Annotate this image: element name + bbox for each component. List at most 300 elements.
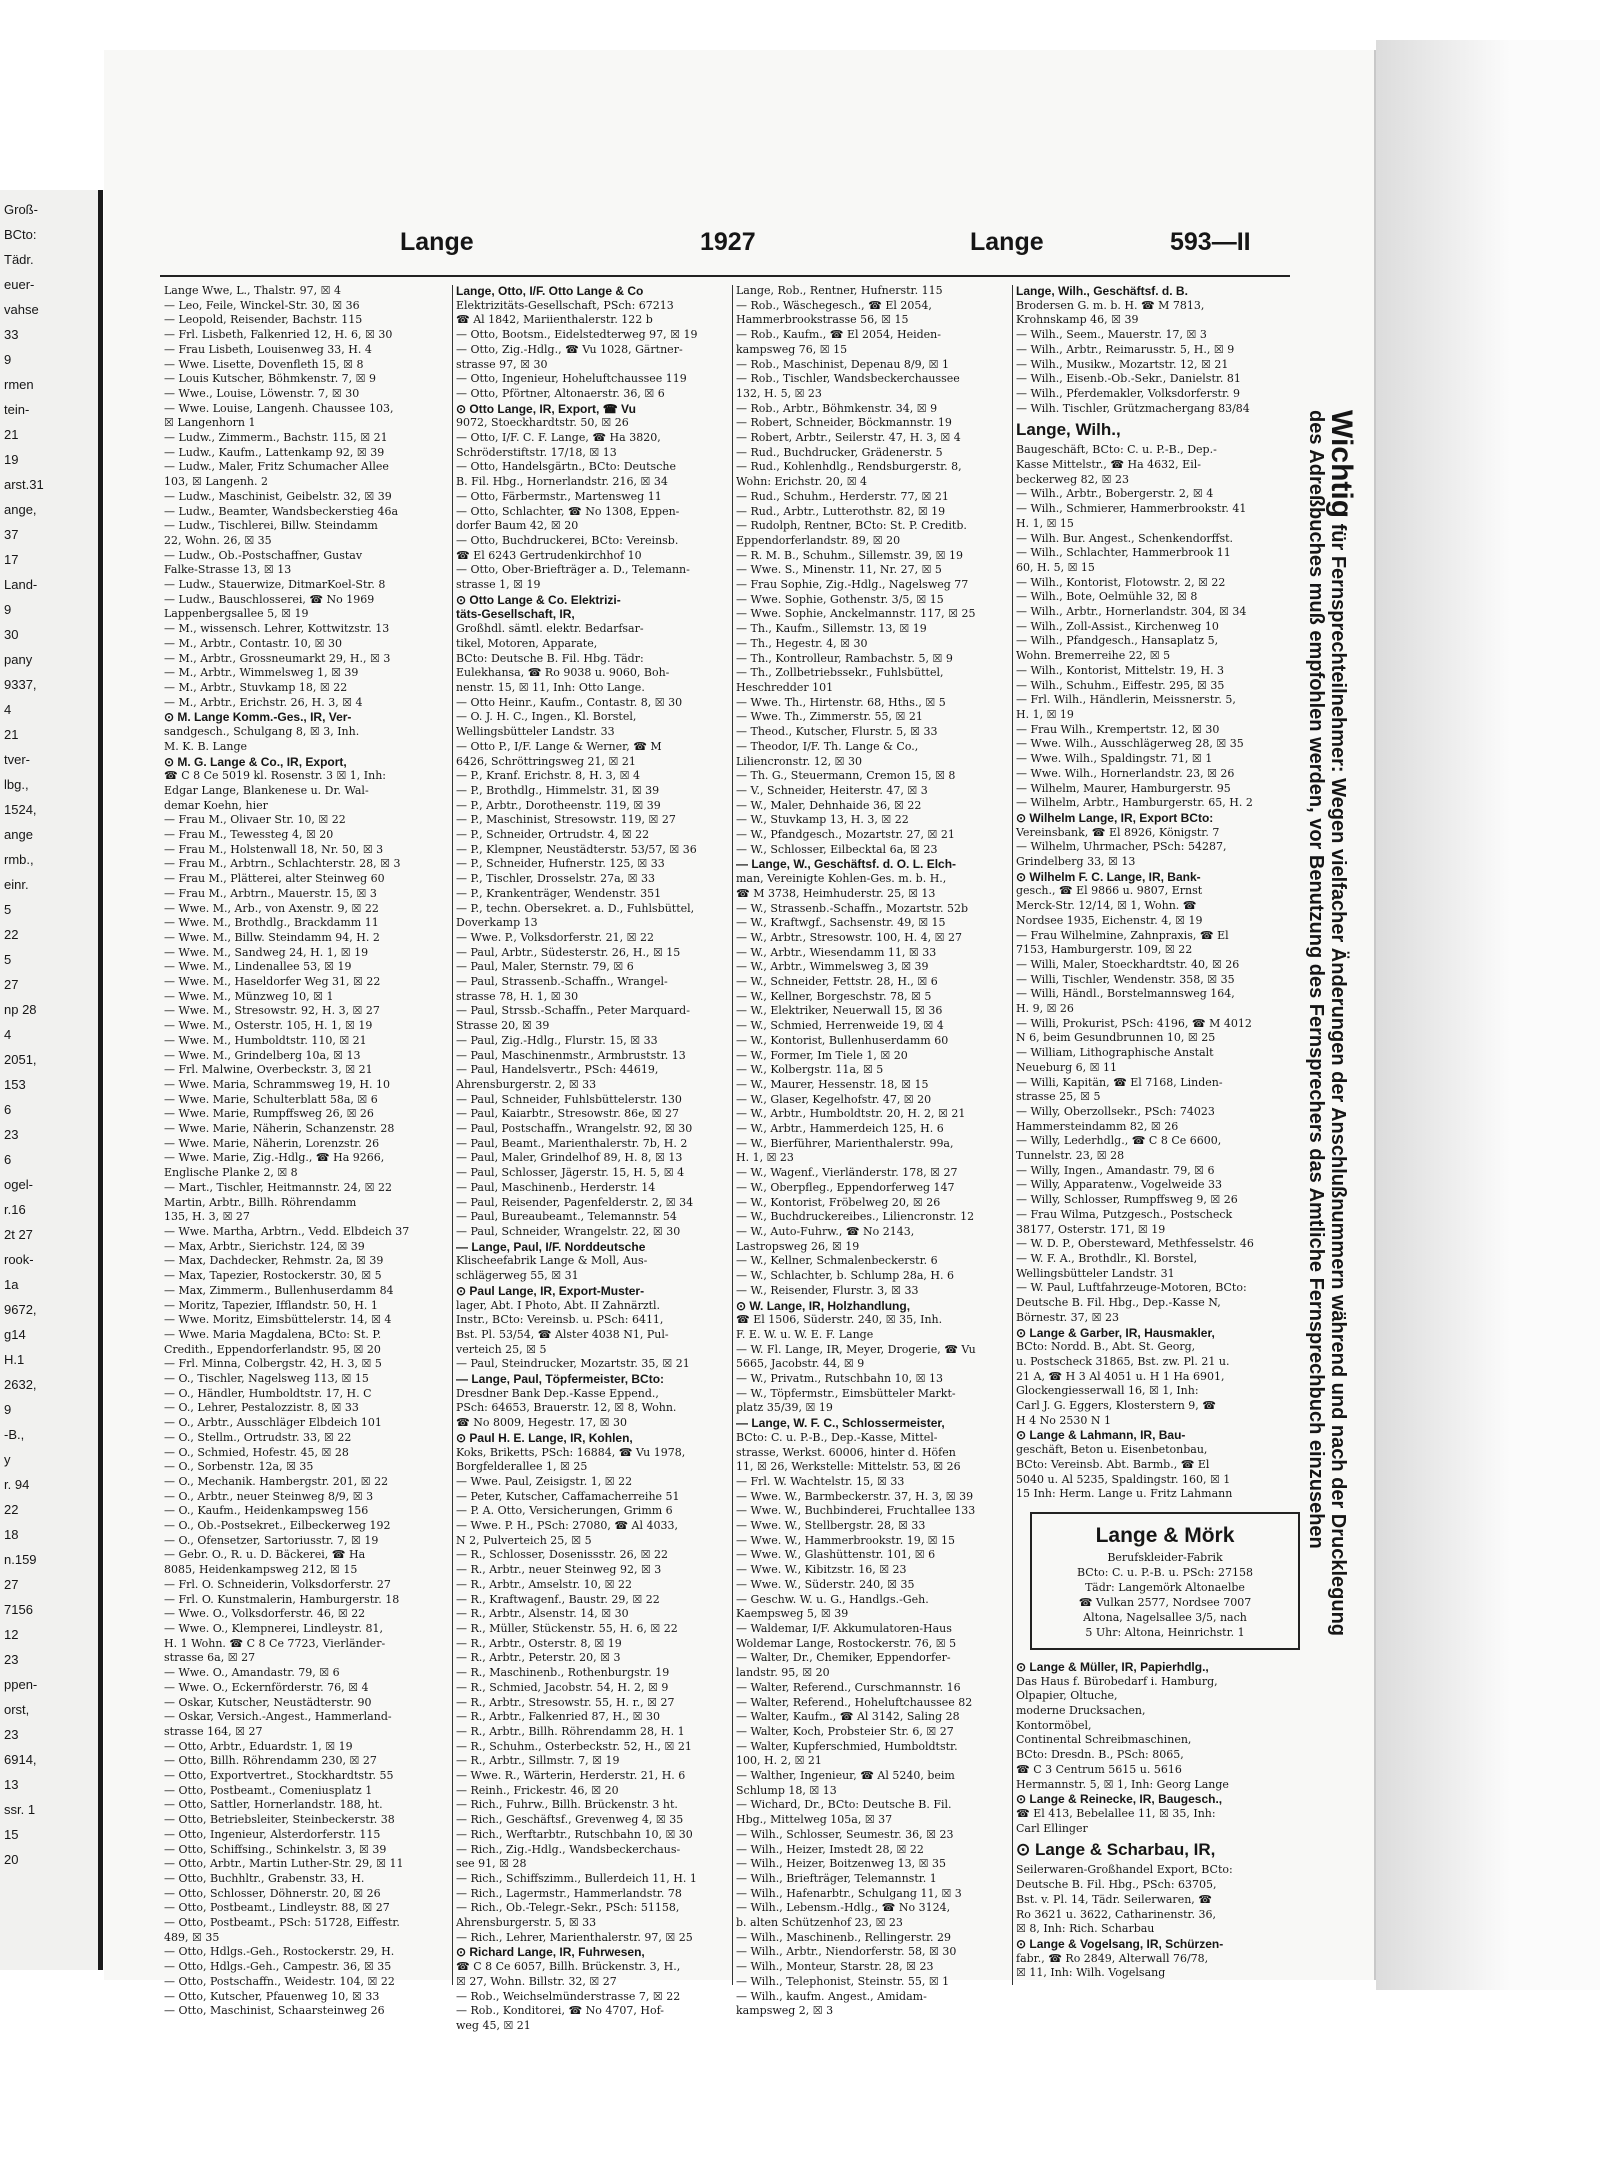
strip-fragment: 2632,	[4, 1377, 37, 1392]
directory-entry: Neueburg 6, ☒ 11	[1016, 1060, 1117, 1074]
directory-entry: — O., Arbtr., neuer Steinweg 8/9, ☒ 3	[164, 1489, 374, 1503]
directory-entry: — Frau M., Holstenwall 18, Nr. 50, ☒ 3	[164, 842, 384, 856]
ad-line: Berufskleider-Fabrik	[1107, 1550, 1223, 1564]
directory-entry: — Gebr. O., R. u. D. Bäckerei, ☎ Ha	[164, 1548, 366, 1562]
directory-entry: — Geschw. W. u. G., Handlgs.-Geh.	[736, 1592, 929, 1606]
directory-entry: ⊙ Lange & Garber, IR, Hausmakler,	[1016, 1325, 1215, 1340]
directory-entry: — W., Kellner, Borgeschstr. 78, ☒ 5	[736, 989, 932, 1003]
directory-entry: Brodersen G. m. b. H. ☎ M 7813,	[1016, 298, 1205, 312]
directory-entry: — Wilh., Arbtr., Bobergerstr. 2, ☒ 4	[1016, 487, 1214, 501]
directory-entry: — O., Ob.-Postsekret., Eilbeckerweg 192	[164, 1519, 391, 1533]
strip-fragment: 9	[4, 352, 12, 367]
header-rule	[160, 275, 1290, 277]
directory-entry: — Wilh., Arbtr., Hornerlandstr. 304, ☒ 34	[1016, 605, 1247, 619]
directory-entry: — R., Arbtr., Sillmstr. 7, ☒ 19	[456, 1754, 620, 1768]
directory-entry: — W., Kolbergstr. 11a, ☒ 5	[736, 1063, 884, 1077]
strip-fragment: H.1	[4, 1352, 25, 1367]
directory-entry: Lastropsweg 26, ☒ 19	[736, 1239, 860, 1253]
strip-fragment: tver-	[4, 752, 30, 767]
directory-entry: — W., Arbtr., Stresowstr. 100, H. 4, ☒ 27	[736, 930, 963, 944]
directory-entry: — Rob., Maschinist, Depenau 8/9, ☒ 1	[736, 357, 949, 371]
directory-entry: — Frl. O. Kunstmalerin, Hamburgerstr. 18	[164, 1592, 400, 1606]
directory-entry: — Walter, Dr., Chemiker, Eppendorfer-	[736, 1651, 951, 1665]
strip-fragment: pany	[4, 652, 33, 667]
directory-entry: landstr. 95, ☒ 20	[736, 1666, 830, 1680]
directory-entry: — W., Kontorist, Bullenhuserdamm 60	[736, 1033, 949, 1047]
directory-entry: — Lange, Paul, Töpfermeister, BCto:	[456, 1372, 665, 1387]
directory-entry: — O., Händler, Humboldtstr. 17, H. C	[164, 1386, 372, 1400]
header-year: 1927	[700, 228, 756, 256]
directory-entry: — P., Arbtr., Dorotheenstr. 119, ☒ 39	[456, 798, 661, 812]
strip-fragment: 23	[4, 1652, 19, 1667]
directory-entry: — R., Schuhm., Osterbeckstr. 52, H., ☒ 21	[456, 1739, 692, 1753]
directory-entry: — Rob., Kaufm., ☎ El 2054, Heiden-	[736, 328, 941, 342]
ad-line: BCto: C. u. P.-B. u. PSch: 27158	[1077, 1565, 1253, 1579]
directory-entry: man, Vereinigte Kohlen-Ges. m. b. H.,	[736, 872, 947, 886]
directory-entry: — Wilh. Tischler, Grützmachergang 83/84	[1016, 401, 1250, 415]
directory-entry: — Wwe. W., Hammerbrookstr. 19, ☒ 15	[736, 1533, 956, 1547]
directory-entry: BCto: C. u. P.-B., Dep.-Kasse, Mittel-	[736, 1430, 938, 1444]
directory-entry: — Wilh. Bur. Angest., Schenkendorffst.	[1016, 531, 1234, 545]
directory-entry: Börnestr. 37, ☒ 23	[1016, 1310, 1120, 1324]
directory-entry: — Paul, Arbtr., Südesterstr. 26, H., ☒ 15	[456, 945, 681, 959]
directory-entry: — Leo, Feile, Winckel-Str. 30, ☒ 36	[164, 298, 360, 312]
directory-entry: dorfer Baum 42, ☒ 20	[456, 519, 579, 533]
directory-entry: — Wwe., Louise, Löwenstr. 7, ☒ 30	[164, 386, 360, 400]
directory-entry: ⊙ Lange & Müller, IR, Papierhdlg.,	[1016, 1659, 1209, 1674]
directory-entry: — Th., Kontrolleur, Rambachstr. 5, ☒ 9	[736, 651, 953, 665]
directory-entry: H. 1, ☒ 19	[1016, 707, 1074, 721]
directory-entry: — R., Arbtr., neuer Steinweg 92, ☒ 3	[456, 1563, 662, 1577]
directory-entry: weg 45, ☒ 21	[456, 2018, 531, 2032]
directory-entry: — W., Elektriker, Neuerwall 15, ☒ 36	[736, 1004, 943, 1018]
directory-entry: — Wilh., Musikw., Mozartstr. 12, ☒ 21	[1016, 357, 1229, 371]
directory-entry: gesch., ☎ El 9866 u. 9807, Ernst	[1016, 884, 1203, 898]
directory-entry: — Theod., Kutscher, Flurstr. 5, ☒ 33	[736, 725, 938, 739]
strip-fragment: ange,	[4, 502, 37, 517]
directory-entry: — Ludw., Tischlerei, Billw. Steindamm	[164, 519, 378, 533]
directory-entry: — Wilhelm, Uhrmacher, PSch: 54287,	[1016, 840, 1227, 854]
strip-fragment: ppen-	[4, 1677, 38, 1692]
directory-entry: — Wwe. M., Haseldorfer Weg 31, ☒ 22	[164, 975, 381, 989]
strip-fragment: einr.	[4, 877, 29, 892]
directory-entry: — W., Schlosser, Eilbecktal 6a, ☒ 23	[736, 842, 938, 856]
directory-entry: — Paul, Maschinenmstr., Armbruststr. 13	[456, 1048, 686, 1062]
directory-entry: — W., Arbtr., Humboldtstr. 20, H. 2, ☒ 21	[736, 1107, 966, 1121]
directory-entry: Lange, Otto, I/F. Otto Lange & Co	[456, 284, 644, 298]
directory-entry: Krohnskamp 46, ☒ 39	[1016, 313, 1139, 327]
directory-entry: — Otto, Färbermstr., Martensweg 11	[456, 489, 662, 503]
directory-entry: B. Fil. Hbg., Hornerlandstr. 216, ☒ 34	[456, 475, 668, 489]
directory-entry: — Otto, Schlosser, Döhnerstr. 20, ☒ 26	[164, 1886, 381, 1900]
directory-entry: 22, Wohn. 26, ☒ 35	[164, 533, 272, 547]
directory-entry: — Willy, Schlosser, Rumpffsweg 9, ☒ 26	[1016, 1193, 1238, 1207]
directory-entry: verteich 25, ☒ 5	[456, 1342, 547, 1356]
strip-fragment: rmb.,	[4, 852, 34, 867]
directory-entry: Heschredder 101	[736, 680, 834, 694]
directory-entry: beckerweg 82, ☒ 23	[1016, 472, 1129, 486]
directory-entry: Merck-Str. 12/14, ☒ 1, Wohn. ☎	[1016, 899, 1197, 913]
directory-entry: — R. M. B., Schuhm., Sillemstr. 39, ☒ 19	[736, 548, 963, 562]
directory-entry: — R., Arbtr., Falkenried 87, H., ☒ 30	[456, 1710, 660, 1724]
directory-entry: Seilerwaren-Großhandel Export, BCto:	[1016, 1863, 1233, 1877]
directory-entry: — Frl. Malwine, Overbeckstr. 3, ☒ 21	[164, 1063, 373, 1077]
strip-fragment: 153	[4, 1077, 26, 1092]
strip-fragment: r.16	[4, 1202, 26, 1217]
header-surname-left: Lange	[400, 228, 474, 256]
directory-entry: Hammerbrookstrasse 56, ☒ 15	[736, 313, 909, 327]
directory-entry: — William, Lithographische Anstalt	[1016, 1046, 1214, 1060]
directory-entry: — Otto, Kutscher, Pfauenweg 10, ☒ 33	[164, 1989, 380, 2003]
directory-entry: N 6, beim Gesundbrunnen 10, ☒ 25	[1016, 1031, 1216, 1045]
directory-entry: — Wwe. O., Volksdorferstr. 46, ☒ 22	[164, 1607, 366, 1621]
directory-entry: — Frl. Lisbeth, Falkenried 12, H. 6, ☒ 30	[164, 328, 393, 342]
directory-entry: — P., Maschinist, Stresowstr. 119, ☒ 27	[456, 813, 676, 827]
directory-entry: — Paul, Schlosser, Jägerstr. 15, H. 5, ☒ 4	[456, 1166, 685, 1180]
directory-entry: kampsweg 2, ☒ 3	[736, 2004, 834, 2018]
strip-fragment: rmen	[4, 377, 34, 392]
directory-entry: strasse 6a, ☒ 27	[164, 1651, 256, 1665]
directory-entry: — Wilh., Eisenb.-Ob.-Sekr., Danielstr. 81	[1016, 372, 1241, 386]
directory-entry: — P., techn. Obersekret. a. D., Fuhlsbüttel,	[456, 901, 695, 915]
directory-entry: Grindelberg 33, ☒ 13	[1016, 855, 1136, 869]
directory-entry: — Willy, Ingen., Amandastr. 79, ☒ 6	[1016, 1163, 1215, 1177]
directory-entry: Dresdner Bank Dep.-Kasse Eppend.,	[456, 1386, 659, 1400]
directory-entry: — Oskar, Kutscher, Neustädterstr. 90	[164, 1695, 372, 1709]
directory-entry: Eppendorferlandstr. 89, ☒ 20	[736, 533, 901, 547]
directory-entry: — O., Tischler, Nagelsweg 113, ☒ 15	[164, 1372, 369, 1386]
strip-fragment: 33	[4, 327, 19, 342]
directory-entry: F. E. W. u. W. E. F. Lange	[736, 1327, 874, 1341]
directory-entry: — Wilh., Kontorist, Flotowstr. 2, ☒ 22	[1016, 575, 1226, 589]
strip-fragment: tein-	[4, 402, 30, 417]
strip-fragment: 22	[4, 927, 19, 942]
directory-entry: — P., Brothdlg., Himmelstr. 31, ☒ 39	[456, 783, 660, 797]
directory-entry: Ahrensburgerstr. 5, ☒ 33	[456, 1916, 597, 1930]
directory-entry: lager, Abt. I Photo, Abt. II Zahnärztl.	[456, 1298, 661, 1312]
directory-entry: Credith., Eppendorferlandstr. 95, ☒ 20	[164, 1342, 381, 1356]
directory-entry: — O., Kaufm., Heidenkampsweg 156	[164, 1504, 369, 1518]
directory-entry: — Ludw., Beamter, Wandsbeckerstieg 46a	[164, 504, 399, 518]
directory-entry: — Wwe. P., Volksdorferstr. 21, ☒ 22	[456, 930, 654, 944]
directory-entry: — Wwe. W., Süderstr. 240, ☒ 35	[736, 1577, 915, 1591]
directory-entry: — Wwe. M., Sandweg 24, H. 1, ☒ 19	[164, 945, 369, 959]
directory-entry: — Paul, Beamt., Marienthalerstr. 7b, H. 2	[456, 1136, 688, 1150]
directory-entry: — M., Arbtr., Wimmelsweg 1, ☒ 39	[164, 666, 359, 680]
directory-entry: — Otto, Postbeamt., Comeniusplatz 1	[164, 1783, 373, 1797]
directory-entry: ⊙ Lange & Vogelsang, IR, Schürzen-	[1016, 1936, 1224, 1951]
directory-column-3	[736, 284, 1016, 2018]
directory-entry: — Wwe. M., Humboldtstr. 110, ☒ 21	[164, 1033, 367, 1047]
notice-title: Wichtig	[1325, 410, 1358, 519]
directory-entry: — Wwe. Marie, Näherin, Schanzenstr. 28	[164, 1122, 395, 1136]
directory-entry: — Paul, Reisender, Pagenfelderstr. 2, ☒ 34	[456, 1195, 694, 1209]
strip-fragment: 9337,	[4, 677, 37, 692]
directory-entry: — Rich., Werftarbtr., Rutschbahn 10, ☒ 30	[456, 1827, 693, 1841]
directory-entry: Martin, Arbtr., Billh. Röhrendamm	[164, 1195, 357, 1209]
directory-entry: — Wilh., Schuhm., Eiffestr. 295, ☒ 35	[1016, 678, 1225, 692]
directory-entry: — M., Arbtr., Grossneumarkt 29, H., ☒ 3	[164, 651, 391, 665]
strip-fragment: 1a	[4, 1277, 19, 1292]
directory-entry: H. 1 Wohn. ☎ C 8 Ce 7723, Vierländer-	[164, 1636, 386, 1650]
directory-entry: — Otto, Ober-Briefträger a. D., Telemann-	[456, 563, 690, 577]
directory-entry: — Walther, Ingenieur, ☎ Al 5240, beim	[736, 1769, 955, 1783]
directory-entry: — Robert, Schneider, Böckmannstr. 19	[736, 416, 952, 430]
directory-entry: 38177, Osterstr. 171, ☒ 19	[1016, 1222, 1166, 1236]
directory-entry: — Wilh., Arbtr., Niendorferstr. 58, ☒ 30	[736, 1945, 957, 1959]
directory-entry: Borgfelderallee 1, ☒ 25	[456, 1460, 588, 1474]
directory-entry: Deutsche B. Fil. Hbg., Dep.-Kasse N,	[1016, 1296, 1221, 1310]
directory-entry: — Paul, Handelsvertr., PSch: 44619,	[456, 1063, 659, 1077]
directory-entry: — W., Schneider, Fettstr. 28, H., ☒ 6	[736, 975, 938, 989]
directory-entry: — W., Arbtr., Wimmelsweg 3, ☒ 39	[736, 960, 929, 974]
directory-entry: — Wilh., Schmierer, Hammerbrookstr. 41	[1016, 502, 1247, 516]
directory-entry: — Frl. W. Wachtelstr. 15, ☒ 33	[736, 1474, 905, 1488]
notice-line-1: für Fernsprechteilnehmer: Wegen vielfacher Änderungen der Anschlußnummern während und nach der Drucklegung	[1327, 523, 1349, 1637]
directory-entry: — Wilh., Schlosser, Seumestr. 36, ☒ 23	[736, 1827, 954, 1841]
directory-entry: — Wilh., kaufm. Angest., Amidam-	[736, 1989, 927, 2003]
strip-fragment: 30	[4, 627, 19, 642]
previous-page-edge	[0, 190, 103, 1970]
directory-entry: — Otto, Sattler, Hornerlandstr. 188, ht.	[164, 1798, 383, 1812]
directory-entry: H. 1, ☒ 23	[736, 1151, 794, 1165]
directory-entry: — P., Krankenträger, Wendenstr. 351	[456, 886, 662, 900]
directory-entry: Kontormöbel,	[1016, 1718, 1092, 1732]
directory-entry: — Wwe. M., Grindelberg 10a, ☒ 13	[164, 1048, 361, 1062]
strip-fragment: lbg.,	[4, 777, 29, 792]
directory-entry: fabr., ☎ Ro 2849, Alterwall 76/78,	[1016, 1951, 1209, 1965]
ad-line: Tädr: Langemörk Altonaelbe	[1085, 1580, 1245, 1594]
strip-fragment: 15	[4, 1827, 19, 1842]
directory-entry: — Willi, Maler, Stoeckhardtstr. 40, ☒ 26	[1016, 957, 1240, 971]
directory-entry: — Otto, Arbtr., Martin Luther-Str. 29, ☒ 11	[164, 1857, 404, 1871]
directory-entry: 60, H. 5, ☒ 15	[1016, 560, 1095, 574]
directory-entry: — W., Wagenf., Vierländerstr. 178, ☒ 27	[736, 1166, 958, 1180]
directory-entry: — P., Schneider, Ortrudstr. 4, ☒ 22	[456, 828, 650, 842]
directory-entry: — Otto, Exportvertret., Stockhardtstr. 55	[164, 1769, 394, 1783]
page-shadow	[1376, 40, 1600, 1990]
strip-fragment: -B.,	[4, 1427, 25, 1442]
directory-entry: Großhdl. sämtl. elektr. Bedarfsar-	[456, 622, 644, 636]
directory-entry: — Paul, Postschaffn., Wrangelstr. 92, ☒ 30	[456, 1122, 693, 1136]
directory-entry: BCto: Vereinsb. Abt. Barmb., ☎ El	[1016, 1457, 1210, 1471]
strip-fragment: r. 94	[4, 1477, 30, 1492]
directory-entry: — Frau M., Olivaer Str. 10, ☒ 22	[164, 813, 346, 827]
directory-column-2	[456, 284, 736, 2032]
directory-entry: Wohn: Erichstr. 20, ☒ 4	[736, 475, 868, 489]
directory-entry: Lappenbergsallee 5, ☒ 19	[164, 607, 309, 621]
strip-fragment: BCto:	[4, 227, 37, 242]
directory-entry: ⊙ Otto Lange & Co. Elektrizi-	[456, 592, 621, 607]
directory-entry: ☎ C 8 Ce 6057, Billh. Brückenstr. 3, H.,	[456, 1960, 681, 1974]
directory-entry: — Rudolph, Rentner, BCto: St. P. Creditb.	[736, 519, 967, 533]
directory-entry: — W., Oberpfleg., Eppendorferweg 147	[736, 1180, 955, 1194]
directory-entry: — O. J. H. C., Ingen., Kl. Borstel,	[456, 710, 637, 724]
directory-entry: 489, ☒ 35	[164, 1930, 220, 1944]
directory-entry: — W. F. A., Brothdlr., Kl. Borstel,	[1016, 1252, 1198, 1265]
directory-entry: ⊙ Paul H. E. Lange, IR, Kohlen,	[456, 1430, 633, 1445]
directory-entry: ☎ C 3 Centrum 5615 u. 5616	[1016, 1762, 1182, 1776]
directory-entry: — P., Klempner, Neustädterstr. 53/57, ☒ 36	[456, 842, 697, 856]
directory-entry: — P. A. Otto, Versicherungen, Grimm 6	[456, 1504, 673, 1518]
directory-entry: — Otto Heinr., Kaufm., Contastr. 8, ☒ 30	[456, 695, 683, 709]
directory-entry: — W., Maler, Dehnhaide 36, ☒ 22	[736, 798, 922, 812]
strip-fragment: rook-	[4, 1252, 34, 1267]
directory-entry: — Frau Wilh., Krempertstr. 12, ☒ 30	[1016, 722, 1220, 736]
strip-fragment: ssr. 1	[4, 1802, 36, 1817]
directory-entry: — O., Ofensetzer, Sartoriusstr. 7, ☒ 19	[164, 1533, 379, 1547]
strip-fragment: 2051,	[4, 1052, 37, 1067]
directory-entry: 132, H. 5, ☒ 23	[736, 386, 822, 400]
directory-entry: — R., Kraftwagenf., Baustr. 29, ☒ 22	[456, 1592, 660, 1606]
directory-entry: b. alten Schützenhof 23, ☒ 23	[736, 1916, 903, 1930]
directory-entry: — Wwe. M., Osterstr. 105, H. 1, ☒ 19	[164, 1019, 373, 1033]
strip-fragment: 27	[4, 1577, 19, 1592]
directory-entry: — W., Former, Im Tiele 1, ☒ 20	[736, 1048, 908, 1062]
strip-fragment: ogel-	[4, 1177, 33, 1192]
directory-entry: — Frau Sophie, Zig.-Hdlg., Nagelsweg 77	[736, 578, 969, 592]
directory-entry: Strasse 20, ☒ 39	[456, 1019, 550, 1033]
strip-fragment: 23	[4, 1727, 19, 1742]
strip-fragment: 4	[4, 702, 12, 717]
directory-entry: — R., Maschinenb., Rothenburgstr. 19	[456, 1666, 670, 1680]
directory-entry: — Th. G., Steuermann, Cremon 15, ☒ 8	[736, 769, 956, 783]
directory-entry: — R., Arbtr., Billh. Röhrendamm 28, H. 1	[456, 1724, 685, 1738]
directory-entry: — W. Paul, Luftfahrzeuge-Motoren, BCto:	[1016, 1281, 1247, 1295]
directory-entry: — M., Arbtr., Stuvkamp 18, ☒ 22	[164, 680, 348, 694]
directory-entry: ☎ El 6243 Gertrudenkirchhof 10	[456, 548, 642, 562]
directory-entry: — Walter, Kaufm., ☎ Al 3142, Saling 28	[736, 1710, 960, 1724]
directory-entry: — Otto, Hdlgs.-Geh., Rostockerstr. 29, H.	[164, 1945, 395, 1959]
directory-entry: — Wilh., Telephonist, Steinstr. 55, ☒ 1	[736, 1974, 950, 1988]
directory-entry: 8085, Heidenkampsweg 212, ☒ 15	[164, 1563, 358, 1577]
directory-entry: ⊙ W. Lange, IR, Holzhandlung,	[736, 1298, 911, 1313]
directory-entry: — W., Auto-Fuhrw., ☎ No 2143,	[736, 1225, 915, 1238]
directory-entry: moderne Drucksachen,	[1016, 1704, 1146, 1718]
directory-entry: — Otto, Postbeamt., Lindleystr. 88, ☒ 27	[164, 1901, 390, 1915]
directory-entry: — Wilh., Heizer, Imstedt 28, ☒ 22	[736, 1842, 924, 1856]
directory-entry: tikel, Motoren, Apparate,	[456, 636, 598, 650]
strip-fragment: 17	[4, 552, 19, 567]
directory-entry: PSch: 64653, Brauerstr. 12, ☒ 8, Wohn.	[456, 1401, 677, 1415]
directory-entry: — Max, Zimmerm., Bullenhuserdamm 84	[164, 1283, 394, 1297]
directory-entry: sandgesch., Schulgang 8, ☒ 3, Inh.	[164, 725, 360, 739]
directory-entry: 11, ☒ 26, Werkstelle: Mittelstr. 53, ☒ 26	[736, 1460, 961, 1474]
directory-entry: — Rud., Buchdrucker, Grädenerstr. 5	[736, 445, 943, 459]
strip-fragment: np 28	[4, 1002, 37, 1017]
directory-entry: — Otto, Bootsm., Eidelstedterweg 97, ☒ 19	[456, 328, 698, 342]
directory-entry: — R., Arbtr., Stresowstr. 55, H. r., ☒ 27	[456, 1695, 675, 1709]
directory-entry: ☎ No 8009, Hegestr. 17, ☒ 30	[456, 1416, 628, 1430]
strip-fragment: 23	[4, 1127, 19, 1142]
directory-entry: — W., Privatm., Rutschbahn 10, ☒ 13	[736, 1372, 943, 1386]
directory-entry: — Paul, Strssb.-Schaffn., Peter Marquard-	[456, 1004, 690, 1018]
directory-entry: — Walter, Referend., Curschmannstr. 16	[736, 1680, 961, 1694]
directory-entry: — Paul, Zig.-Hdlg., Flurstr. 15, ☒ 33	[456, 1033, 658, 1047]
directory-entry: — Wwe. O., Amandastr. 79, ☒ 6	[164, 1666, 340, 1680]
directory-entry: 103, ☒ Langenh. 2	[164, 475, 269, 489]
directory-entry: — W., Reisender, Flurstr. 3, ☒ 33	[736, 1283, 919, 1297]
directory-entry: — Ludw., Maschinist, Geibelstr. 32, ☒ 39	[164, 489, 392, 503]
directory-entry: kampsweg 76, ☒ 15	[736, 342, 848, 356]
strip-fragment: orst,	[4, 1702, 30, 1717]
directory-entry: — Walter, Kupferschmied, Humboldtstr.	[736, 1739, 958, 1753]
directory-entry: — Wilh., Hafenarbtr., Schulgang 11, ☒ 3	[736, 1886, 962, 1900]
directory-entry: BCto: Nordd. B., Abt. St. Georg,	[1016, 1340, 1196, 1354]
directory-entry: — Frau M., Tewessteg 4, ☒ 20	[164, 828, 334, 842]
strip-fragment: 13	[4, 1777, 19, 1792]
directory-entry: — Wwe. O., Klempnerei, Lindleystr. 81,	[164, 1621, 383, 1635]
directory-entry: — Otto, Postschaffn., Weidestr. 104, ☒ 22	[164, 1974, 395, 1988]
directory-entry: strasse 97, ☒ 30	[456, 357, 548, 371]
directory-entry: — M., Arbtr., Erichstr. 26, H. 3, ☒ 4	[164, 695, 363, 709]
directory-entry: — Wwe. Sophie, Anckelmannstr. 117, ☒ 25	[736, 607, 976, 621]
strip-fragment: 12	[4, 1627, 19, 1642]
directory-entry: H. 9, ☒ 26	[1016, 1002, 1074, 1016]
directory-entry: — M., wissensch. Lehrer, Kottwitzstr. 13	[164, 622, 390, 636]
directory-entry: platz 35/39, ☒ 19	[736, 1401, 833, 1415]
directory-entry: — Wilh., Pfandgesch., Hansaplatz 5,	[1016, 634, 1219, 648]
advertisement-box	[1030, 1512, 1300, 1650]
directory-entry: 5040 u. Al 5235, Spaldingstr. 160, ☒ 1	[1016, 1472, 1231, 1486]
directory-entry: strasse 1, ☒ 19	[456, 578, 541, 592]
directory-entry: 6426, Schröttringsweg 21, ☒ 21	[456, 754, 636, 768]
directory-entry: ⊙ Lange & Lahmann, IR, Bau-	[1016, 1428, 1186, 1443]
directory-entry: — Rob., Arbtr., Böhmkenstr. 34, ☒ 9	[736, 401, 938, 415]
directory-entry: Tunnelstr. 23, ☒ 28	[1016, 1149, 1125, 1163]
directory-entry: — Rich., Lagermstr., Hammerlandstr. 78	[456, 1886, 682, 1900]
directory-entry: — Th., Zollbetriebssekr., Fuhlsbüttel,	[736, 666, 944, 680]
directory-entry: — W., Pfandgesch., Mozartstr. 27, ☒ 21	[736, 828, 955, 842]
directory-entry: u. Postscheck 31865, Bst. zw. Pl. 21 u.	[1016, 1354, 1230, 1368]
directory-entry: Eulekhansa, ☎ Ro 9038 u. 9060, Boh-	[456, 666, 670, 680]
directory-entry: — Th., Kaufm., Sillemstr. 13, ☒ 19	[736, 622, 927, 636]
directory-entry: — Oskar, Versich.-Angest., Hammerland-	[164, 1710, 392, 1724]
strip-fragment: y	[4, 1452, 11, 1467]
directory-entry: schlägerweg 55, ☒ 31	[456, 1269, 579, 1283]
directory-entry: — Wilh., Seem., Mauerstr. 17, ☒ 3	[1016, 328, 1207, 342]
header-page-number: 593—II	[1170, 228, 1251, 256]
directory-entry: — Walter, Referend., Hoheluftchaussee 82	[736, 1695, 973, 1709]
directory-entry: ⊙ Paul Lange, IR, Export-Muster-	[456, 1283, 645, 1298]
directory-entry: — W., Strassenb.-Schaffn., Mozartstr. 52b	[736, 901, 969, 915]
directory-entry: — Rich., Zig.-Hdlg., Wandsbeckerchaus-	[456, 1842, 681, 1856]
directory-entry: — Frl. Minna, Colbergstr. 42, H. 3, ☒ 5	[164, 1357, 382, 1371]
directory-entry: — O., Stellm., Ortrudstr. 33, ☒ 22	[164, 1430, 352, 1444]
directory-entry: — Willi, Händl., Borstelmannsweg 164,	[1016, 987, 1235, 1001]
directory-entry: Carl Ellinger	[1016, 1821, 1088, 1835]
directory-entry: Hbg., Mittelweg 105a, ☒ 37	[736, 1813, 893, 1827]
strip-fragment: g14	[4, 1327, 26, 1342]
header-surname-right: Lange	[970, 228, 1044, 256]
directory-entry: Baugeschäft, BCto: C. u. P.-B., Dep.-	[1016, 443, 1217, 457]
directory-entry: 15 Inh: Herm. Lange u. Fritz Lahmann	[1016, 1487, 1233, 1501]
strip-fragment: 20	[4, 1852, 19, 1867]
directory-entry: — W., Arbtr., Wiesendamm 11, ☒ 33	[736, 945, 937, 959]
directory-entry: demar Koehn, hier	[164, 798, 268, 812]
directory-entry: — M., Arbtr., Contastr. 10, ☒ 30	[164, 636, 343, 650]
directory-entry: ☒ 27, Wohn. Billstr. 32, ☒ 27	[456, 1974, 617, 1988]
directory-entry: — Wwe. Th., Zimmerstr. 55, ☒ 21	[736, 710, 923, 724]
directory-entry: — Wwe. Moritz, Eimsbüttelerstr. 14, ☒ 4	[164, 1313, 392, 1327]
directory-entry: Vereinsbank, ☎ El 8926, Königstr. 7	[1016, 825, 1220, 839]
directory-entry: — Paul, Maler, Grindelhof 89, H. 8, ☒ 13	[456, 1151, 683, 1165]
directory-entry: — P., Tischler, Drosselstr. 27a, ☒ 33	[456, 872, 656, 886]
directory-entry: 135, H. 3, ☒ 27	[164, 1210, 250, 1224]
directory-entry: Klischeefabrik Lange & Moll, Aus-	[456, 1254, 648, 1268]
directory-entry: strasse 164, ☒ 27	[164, 1724, 263, 1738]
strip-fragment: 37	[4, 527, 19, 542]
